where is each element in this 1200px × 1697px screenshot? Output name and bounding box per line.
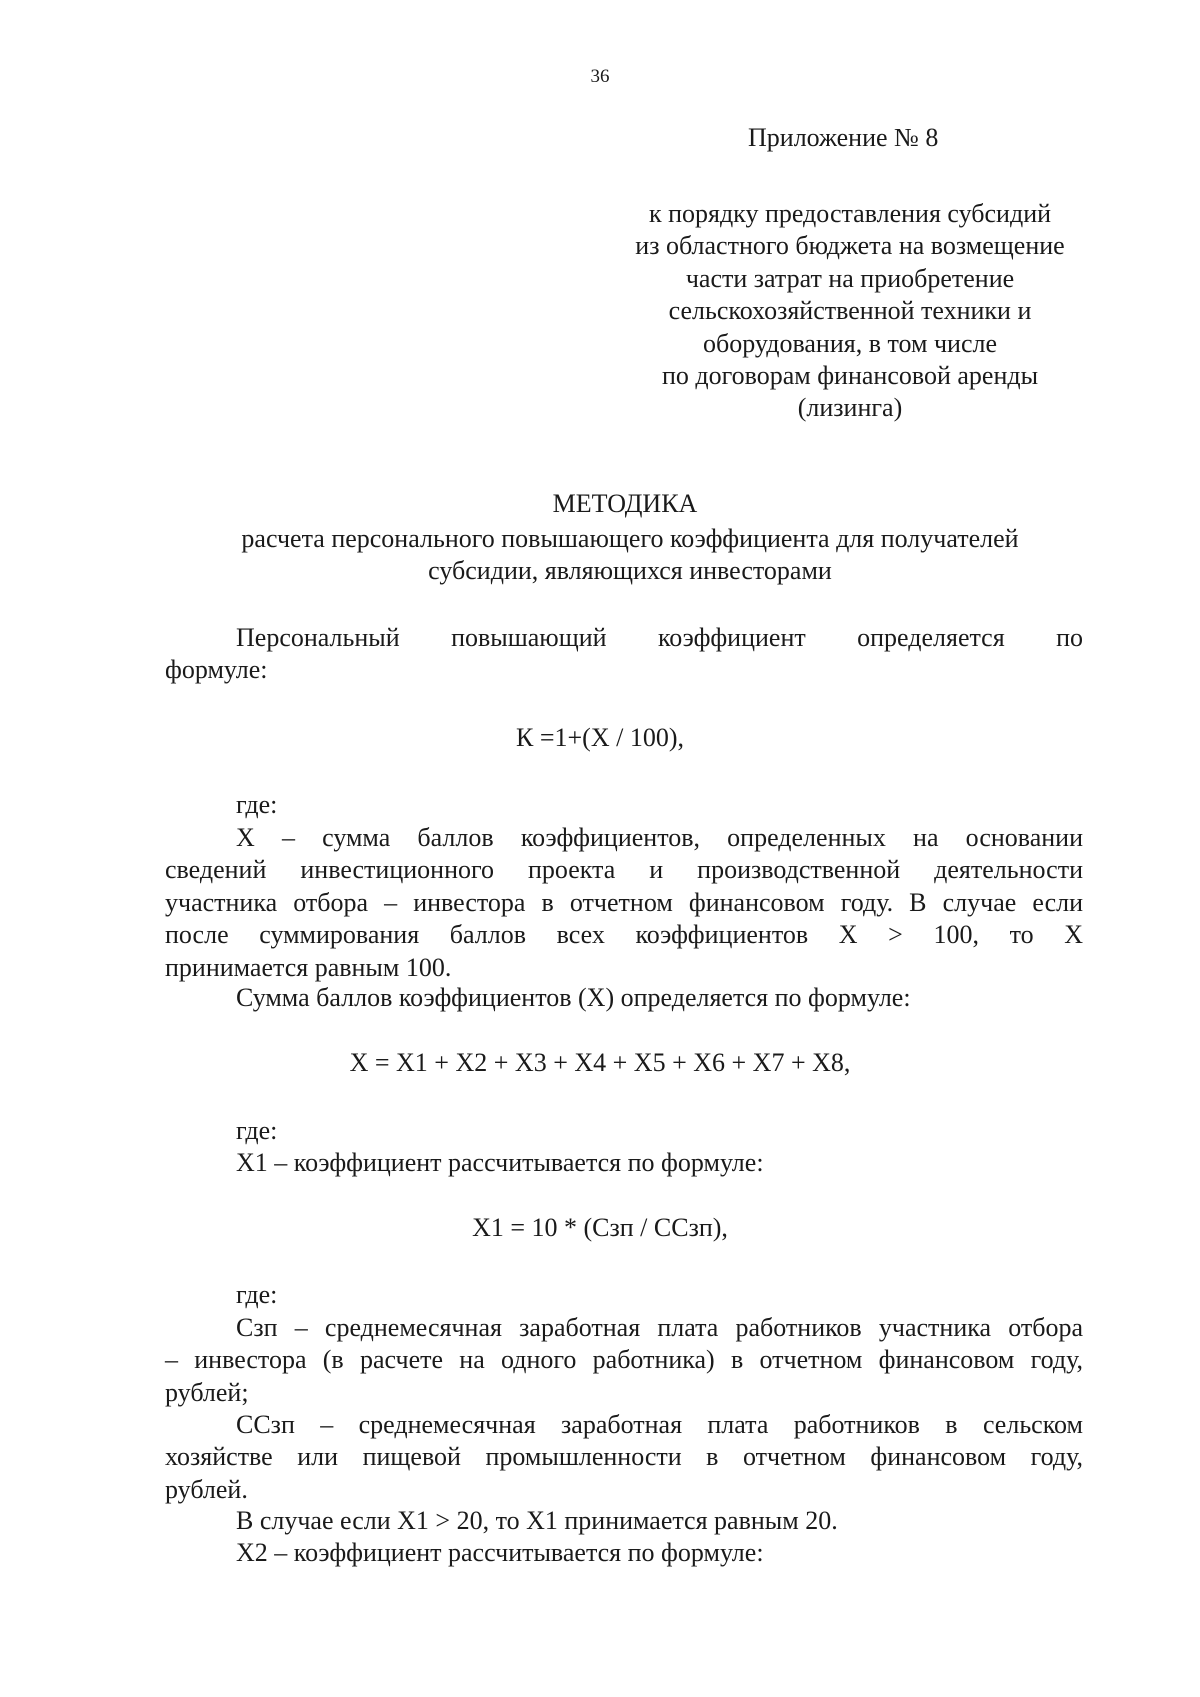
appendix-line: по договорам финансовой аренды [661,361,1039,391]
paragraph-line: формуле: [165,655,268,685]
paragraph-line: участника отбора – инвестора в отчетном финансовом году. В случае если [165,887,1083,917]
paragraph-line: рублей; [165,1377,249,1407]
appendix-reference [590,198,1110,425]
document-heading: МЕТОДИКА [552,489,698,518]
formula-x1: Х1 = 10 * (Сзп / ССзп), [472,1213,728,1242]
intro-paragraph [165,622,1083,687]
paragraph-line: рублей. [165,1474,248,1504]
formula-k: К =1+(Х / 100), [516,723,684,752]
appendix-line: к порядку предоставления субсидий [648,199,1052,228]
where-label: где: [236,1280,278,1309]
x1-intro: Х1 – коэффициент рассчитывается по формуле: [236,1148,764,1177]
appendix-line: из областного бюджета на возмещение [635,231,1065,261]
appendix-title: Приложение № 8 [748,123,939,152]
sum-intro: Сумма баллов коэффициентов (Х) определяется по формуле: [236,983,911,1012]
paragraph-line: ССзп – среднемесячная заработная плата работников в сельском [236,1410,1083,1439]
x2-intro: Х2 – коэффициент рассчитывается по формуле: [236,1538,764,1567]
paragraph-line: Персональный повышающий коэффициент определяется по [236,623,1083,652]
page-number: 36 [590,66,610,87]
appendix-line: оборудования, в том числе [702,328,998,358]
where-label: где: [236,790,278,819]
paragraph-line: – инвестора (в расчете на одного работника) в отчетном финансовом году, [165,1345,1083,1375]
x-definition-paragraph [165,822,1083,984]
x1-limit-note: В случае если Х1 > 20, то Х1 принимается равным 20. [236,1506,838,1535]
paragraph-line: Х – сумма баллов коэффициентов, определенных на основании [236,823,1083,852]
document-subheading [150,523,1110,588]
sszp-definition-paragraph [165,1409,1083,1506]
szp-definition-paragraph [165,1312,1083,1409]
paragraph-line: после суммирования баллов всех коэффициентов Х > 100, то Х [165,920,1083,950]
appendix-line: части затрат на приобретение [685,263,1015,293]
paragraph-line: хозяйстве или пищевой промышленности в отчетном финансовом году, [165,1442,1083,1472]
paragraph-line: Сзп – среднемесячная заработная плата работников участника отбора [236,1313,1083,1342]
where-label: где: [236,1116,278,1145]
formula-x: Х = Х1 + Х2 + Х3 + Х4 + Х5 + Х6 + Х7 + Х8, [349,1048,851,1077]
paragraph-line: принимается равным 100. [165,952,452,982]
appendix-line: (лизинга) [797,393,903,423]
paragraph-line: сведений инвестиционного проекта и производственной деятельности [165,855,1083,885]
subheading-line: расчета персонального повышающего коэффициента для получателей [241,524,1019,553]
subheading-line: субсидии, являющихся инвесторами [428,556,832,586]
appendix-line: сельскохозяйственной техники и [668,296,1032,326]
